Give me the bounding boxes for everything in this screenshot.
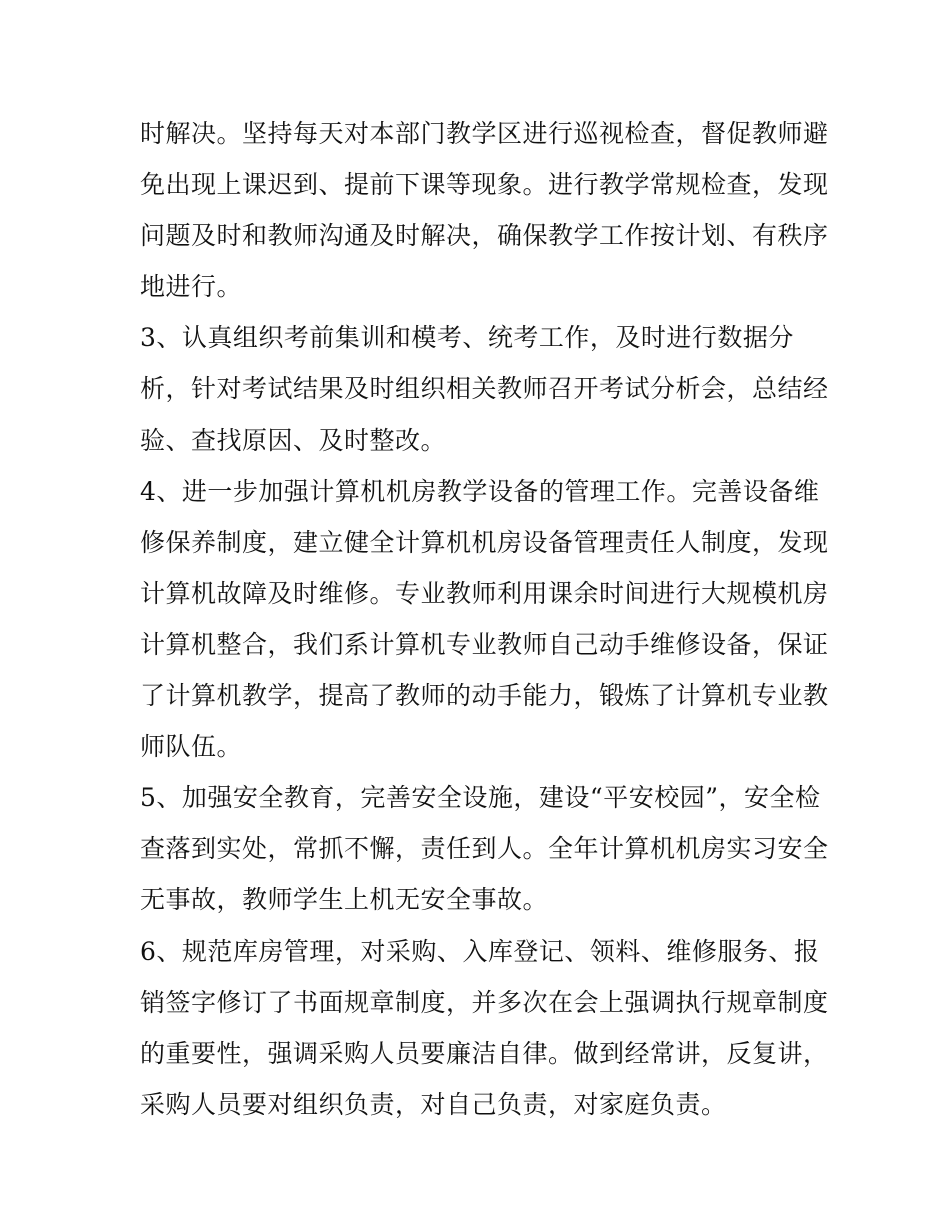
text-line: 地进行。 bbox=[140, 272, 243, 302]
text-line: 免出现上课迟到、提前下课等现象。进行教学常规检查，发现 bbox=[140, 170, 829, 200]
text-line: 计算机整合，我们系计算机专业教师自己动手维修设备，保证 bbox=[140, 629, 829, 659]
document-body bbox=[140, 108, 829, 1130]
text-line: 计算机故障及时维修。专业教师利用课余时间进行大规模机房 bbox=[140, 578, 829, 608]
text-line: 查落到实处，常抓不懈，责任到人。全年计算机机房实习安全 bbox=[140, 834, 829, 864]
text-line: 5、加强安全教育，完善安全设施，建设“平安校园”，安全检 bbox=[140, 783, 821, 813]
text-line: 采购人员要对组织负责，对自己负责，对家庭负责。 bbox=[140, 1089, 727, 1119]
text-line: 6、规范库房管理，对采购、入库登记、领料、维修服务、报 bbox=[140, 936, 820, 966]
text-line: 了计算机教学，提高了教师的动手能力，锻炼了计算机专业教 bbox=[140, 681, 829, 711]
text-line: 问题及时和教师沟通及时解决，确保教学工作按计划、有秩序 bbox=[140, 221, 829, 251]
text-line: 4、进一步加强计算机机房教学设备的管理工作。完善设备维 bbox=[140, 476, 820, 506]
text-line: 修保养制度，建立健全计算机机房设备管理责任人制度，发现 bbox=[140, 527, 829, 557]
text-line: 验、查找原因、及时整改。 bbox=[140, 425, 447, 455]
text-line: 时解决。坚持每天对本部门教学区进行巡视检查，督促教师避 bbox=[140, 119, 829, 148]
text-line: 的重要性，强调采购人员要廉洁自律。做到经常讲，反复讲， bbox=[140, 1038, 829, 1068]
text-line: 销签字修订了书面规章制度，并多次在会上强调执行规章制度 bbox=[140, 987, 829, 1017]
text-line: 析，针对考试结果及时组织相关教师召开考试分析会，总结经 bbox=[140, 374, 829, 404]
text-line: 师队伍。 bbox=[140, 732, 243, 762]
text-line: 无事故，教师学生上机无安全事故。 bbox=[140, 885, 549, 915]
text-line: 3、认真组织考前集训和模考、统考工作，及时进行数据分 bbox=[140, 323, 794, 353]
